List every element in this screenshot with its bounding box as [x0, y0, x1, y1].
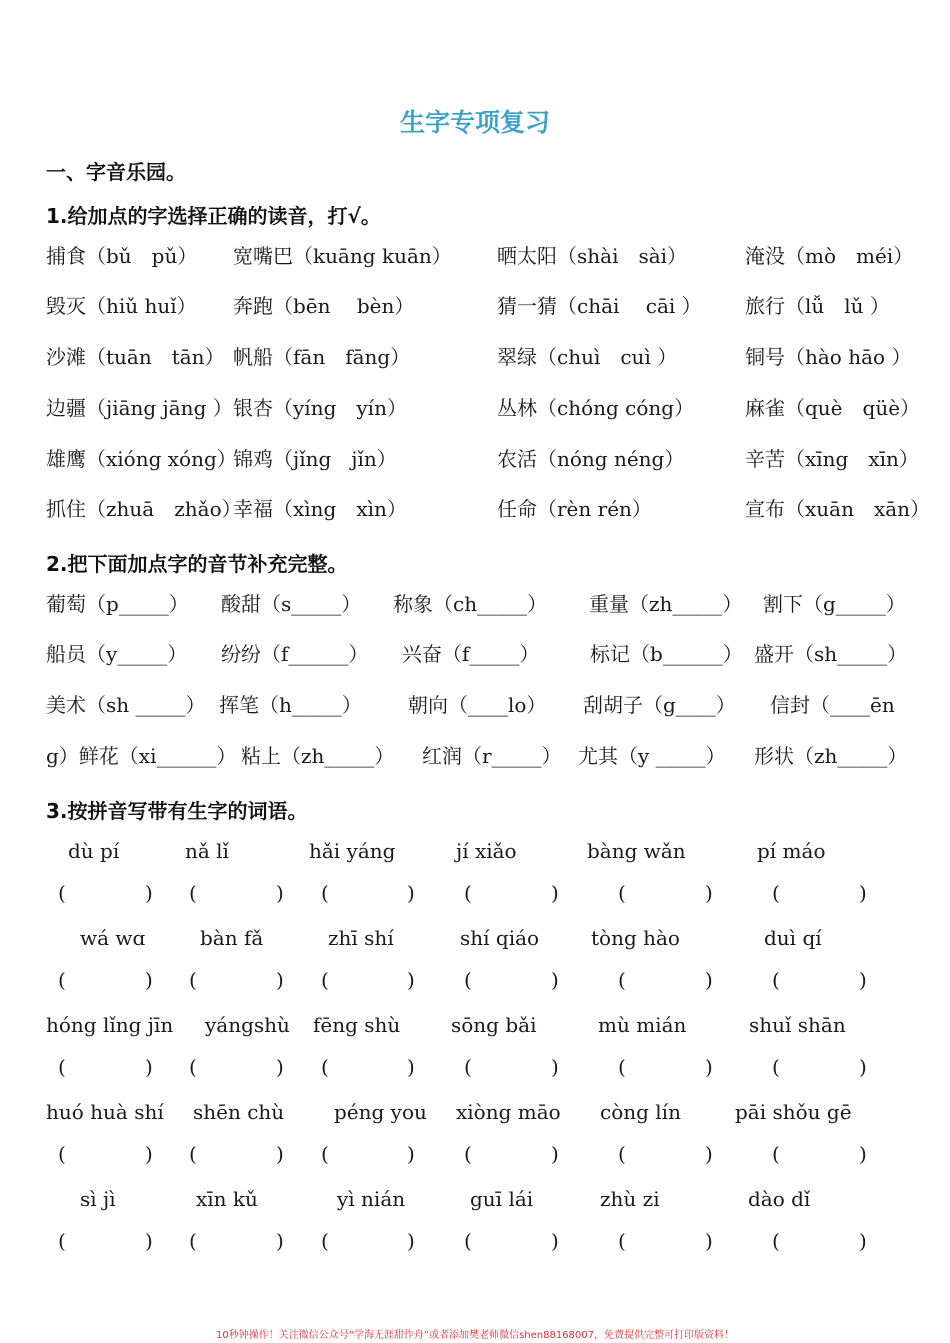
answer-paren-open: ( [464, 1142, 472, 1166]
syllable-fill-item: 称象（ch_____） [393, 592, 548, 616]
answer-paren-close: ) [407, 1055, 415, 1079]
answer-paren-close: ) [145, 1142, 153, 1166]
answer-paren-open: ( [618, 881, 626, 905]
pinyin-choice-item: 雄鹰（xióng xóng） [46, 447, 237, 471]
answer-paren-open: ( [58, 1142, 66, 1166]
pinyin-choice-item: 锦鸡（jǐng jǐn） [233, 447, 397, 471]
pinyin-word: sì jì [80, 1187, 116, 1211]
answer-paren-close: ) [145, 968, 153, 992]
page-title: 生字专项复习 [399, 108, 550, 137]
answer-paren-close: ) [551, 1055, 559, 1079]
answer-paren-open: ( [189, 1229, 197, 1253]
question-3-heading: 3.按拼音写带有生字的词语。 [46, 799, 308, 823]
pinyin-choice-item: 奔跑（bēn bèn） [233, 294, 415, 318]
pinyin-choice-item: 任命（rèn rén） [497, 497, 652, 521]
answer-paren-open: ( [321, 968, 329, 992]
pinyin-choice-item: 边疆（jiāng jāng ） [46, 396, 233, 420]
answer-paren-close: ) [705, 968, 713, 992]
pinyin-word: bàng wǎn [587, 839, 686, 863]
pinyin-word: pāi shǒu gē [735, 1100, 852, 1124]
pinyin-choice-item: 晒太阳（shài sài） [497, 244, 688, 268]
answer-paren-open: ( [464, 968, 472, 992]
answer-paren-close: ) [145, 1229, 153, 1253]
answer-paren-close: ) [276, 1055, 284, 1079]
answer-paren-close: ) [276, 881, 284, 905]
pinyin-choice-item: 辛苦（xīng xīn） [745, 447, 919, 471]
pinyin-word: yì nián [337, 1187, 406, 1211]
pinyin-word: sōng bǎi [451, 1013, 537, 1037]
syllable-fill-item: 红润（r_____） [422, 744, 562, 768]
question-1-heading: 1.给加点的字选择正确的读音，打√。 [46, 204, 381, 228]
syllable-fill-item: 粘上（zh_____） [241, 744, 395, 768]
answer-paren-open: ( [772, 1142, 780, 1166]
answer-paren-open: ( [321, 881, 329, 905]
syllable-fill-item: 刮胡子（g____） [583, 693, 736, 717]
pinyin-word: zhī shí [328, 926, 394, 950]
pinyin-word: nǎ lǐ [185, 839, 229, 863]
pinyin-word: duì qí [764, 926, 822, 950]
pinyin-word: bàn fǎ [200, 926, 264, 950]
pinyin-choice-item: 幸福（xìng xìn） [233, 497, 407, 521]
syllable-fill-item: 尤其（y _____） [578, 744, 726, 768]
answer-paren-close: ) [705, 1142, 713, 1166]
pinyin-choice-item: 旅行（lǚ lǔ ） [745, 294, 890, 318]
answer-paren-open: ( [58, 1229, 66, 1253]
answer-paren-open: ( [58, 1055, 66, 1079]
answer-paren-close: ) [276, 1142, 284, 1166]
pinyin-choice-item: 宽嘴巴（kuāng kuān） [233, 244, 452, 268]
pinyin-word: hóng lǐng jīn [46, 1013, 174, 1037]
pinyin-word: còng lín [600, 1100, 681, 1124]
pinyin-word: huó huà shí [46, 1100, 164, 1124]
pinyin-word: jí xiǎo [456, 839, 517, 863]
answer-paren-close: ) [276, 1229, 284, 1253]
answer-paren-close: ) [407, 968, 415, 992]
pinyin-choice-item: 沙滩（tuān tān） [46, 345, 225, 369]
answer-paren-open: ( [189, 1142, 197, 1166]
syllable-fill-item: 盛开（sh_____） [754, 642, 908, 666]
answer-paren-close: ) [407, 1142, 415, 1166]
section-heading: 一、字音乐园。 [46, 160, 186, 184]
syllable-fill-item: 割下（g_____） [763, 592, 906, 616]
pinyin-word: fēng shù [313, 1013, 401, 1037]
pinyin-choice-item: 丛林（chóng cóng） [497, 396, 695, 420]
pinyin-choice-item: 宣布（xuān xān） [745, 497, 931, 521]
pinyin-word: dù pí [68, 839, 120, 863]
answer-paren-close: ) [859, 1142, 867, 1166]
pinyin-word: shí qiáo [460, 926, 540, 950]
syllable-fill-item: 纷纷（f______） [221, 642, 369, 666]
pinyin-word: shēn chù [193, 1100, 285, 1124]
pinyin-word: shuǐ shān [749, 1013, 846, 1037]
pinyin-word: pí máo [757, 839, 826, 863]
syllable-fill-item: 酸甜（s_____） [221, 592, 362, 616]
pinyin-choice-item: 猜一猜（chāi cāi ） [497, 294, 702, 318]
answer-paren-close: ) [705, 881, 713, 905]
syllable-fill-item: 标记（b______） [590, 642, 743, 666]
answer-paren-open: ( [618, 968, 626, 992]
answer-paren-close: ) [145, 881, 153, 905]
pinyin-choice-item: 淹没（mò méi） [745, 244, 914, 268]
answer-paren-open: ( [321, 1142, 329, 1166]
answer-paren-open: ( [772, 1055, 780, 1079]
syllable-fill-item: 挥笔（h_____） [219, 693, 362, 717]
answer-paren-close: ) [859, 1229, 867, 1253]
answer-paren-open: ( [618, 1142, 626, 1166]
syllable-fill-item: g）鲜花（xi______） [46, 744, 237, 768]
answer-paren-open: ( [321, 1229, 329, 1253]
answer-paren-open: ( [618, 1055, 626, 1079]
answer-paren-close: ) [859, 881, 867, 905]
syllable-fill-item: 形状（zh_____） [754, 744, 908, 768]
syllable-fill-item: 朝向（____lo） [408, 693, 547, 717]
answer-paren-open: ( [464, 1055, 472, 1079]
answer-paren-open: ( [772, 1229, 780, 1253]
pinyin-word: xiòng māo [456, 1100, 561, 1124]
pinyin-choice-item: 帆船（fān fāng） [233, 345, 411, 369]
answer-paren-open: ( [772, 968, 780, 992]
pinyin-choice-item: 捕食（bǔ pǔ） [46, 244, 198, 268]
pinyin-word: dào dǐ [748, 1187, 811, 1211]
answer-paren-close: ) [276, 968, 284, 992]
answer-paren-open: ( [58, 881, 66, 905]
answer-paren-close: ) [551, 1229, 559, 1253]
pinyin-choice-item: 翠绿（chuì cuì ） [497, 345, 678, 369]
answer-paren-open: ( [772, 881, 780, 905]
answer-paren-open: ( [189, 881, 197, 905]
pinyin-choice-item: 麻雀（què qüè） [745, 396, 921, 420]
pinyin-choice-item: 农活（nóng néng） [497, 447, 685, 471]
pinyin-word: wá wɑ [80, 926, 146, 950]
answer-paren-close: ) [407, 881, 415, 905]
pinyin-choice-item: 银杏（yíng yín） [233, 396, 407, 420]
pinyin-word: hǎi yáng [309, 839, 396, 863]
pinyin-word: guī lái [470, 1187, 534, 1211]
answer-paren-open: ( [58, 968, 66, 992]
syllable-fill-item: 重量（zh_____） [589, 592, 743, 616]
answer-paren-close: ) [551, 1142, 559, 1166]
syllable-fill-item: 葡萄（p_____） [46, 592, 189, 616]
pinyin-choice-item: 铜号（hào hāo ） [745, 345, 912, 369]
pinyin-choice-item: 抓住（zhuā zhǎo） [46, 497, 242, 521]
answer-paren-close: ) [859, 968, 867, 992]
question-2-heading: 2.把下面加点字的音节补充完整。 [46, 552, 348, 576]
pinyin-word: mù mián [598, 1013, 687, 1037]
answer-paren-close: ) [551, 881, 559, 905]
answer-paren-close: ) [859, 1055, 867, 1079]
answer-paren-close: ) [551, 968, 559, 992]
syllable-fill-item: 船员（y_____） [46, 642, 188, 666]
answer-paren-open: ( [464, 881, 472, 905]
pinyin-word: yángshù [205, 1013, 290, 1037]
pinyin-choice-item: 毁灭（hiǔ huǐ） [46, 294, 197, 318]
answer-paren-close: ) [407, 1229, 415, 1253]
answer-paren-open: ( [321, 1055, 329, 1079]
pinyin-word: tòng hào [591, 926, 680, 950]
answer-paren-close: ) [705, 1055, 713, 1079]
answer-paren-open: ( [189, 968, 197, 992]
answer-paren-close: ) [145, 1055, 153, 1079]
syllable-fill-item: 兴奋（f_____） [402, 642, 540, 666]
answer-paren-open: ( [189, 1055, 197, 1079]
footer-notice: 10秒钟操作！关注微信公众号“学海无涯甜作舟”或者添加樊老师微信shen88168007，免费提供完整可打印版资料！ [215, 1330, 735, 1341]
pinyin-word: zhù zi [600, 1187, 660, 1211]
pinyin-word: péng you [334, 1100, 427, 1124]
answer-paren-close: ) [705, 1229, 713, 1253]
syllable-fill-item: 信封（____ēn [770, 693, 895, 717]
syllable-fill-item: 美术（sh _____） [46, 693, 206, 717]
answer-paren-open: ( [464, 1229, 472, 1253]
answer-paren-open: ( [618, 1229, 626, 1253]
pinyin-word: xīn kǔ [196, 1187, 258, 1211]
